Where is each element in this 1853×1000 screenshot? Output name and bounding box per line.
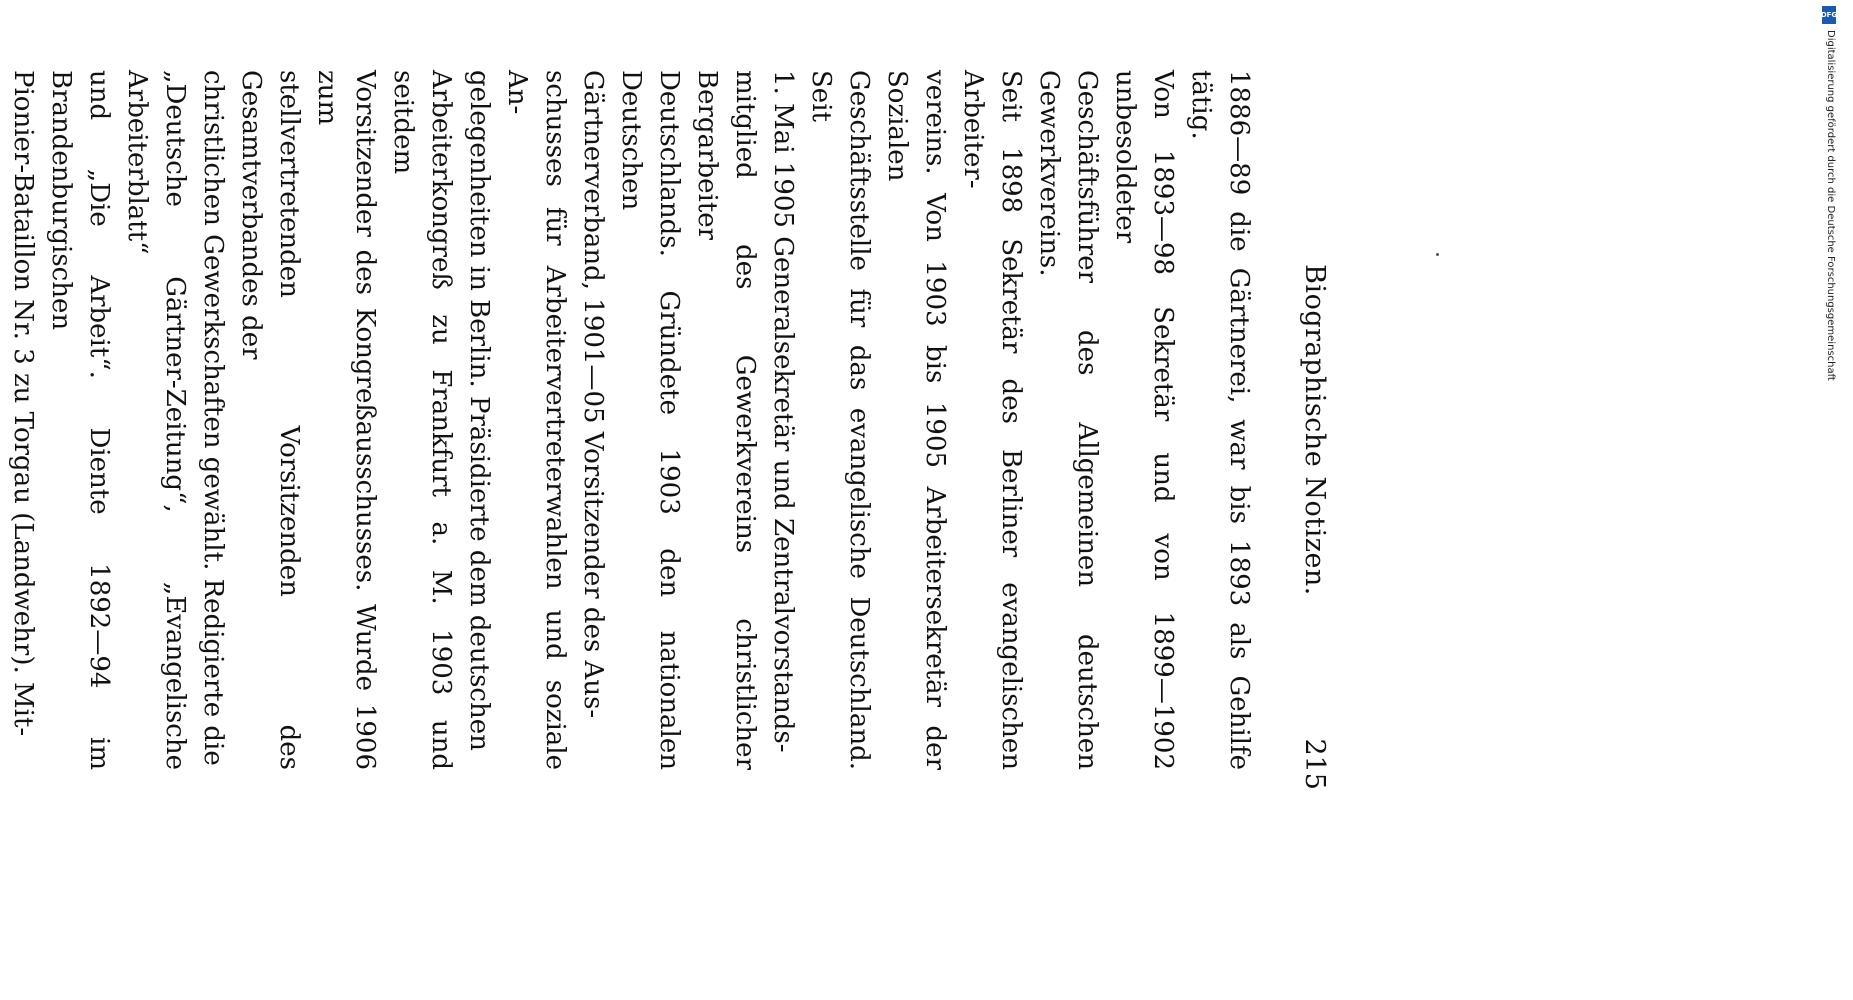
text-line: 1886—89 die Gärtnerei, war bis 1893 als Gehilfe tätig. [1186,70,1254,770]
text-line: Deutschlands. Gründete 1903 den nationalen Deutschen [616,70,684,770]
text-line: Arbeiterkongreß zu Frankfurt a. M. 1903 und seitdem [388,70,456,770]
text-line: gelegenheiten in Berlin. Präsidierte dem deutschen [464,70,494,751]
text-line: Geschäftsführer des Allgemeinen deutschen Gewerkvereins. [1034,70,1102,770]
running-title: Biographische Notizen. [1299,264,1330,596]
text-line: christlichen Gewerkschaften gewählt. Redigierte die [198,70,228,766]
text-line: 1. Mai 1905 Generalsekretär und Zentralvorstands- [768,70,798,753]
text-line: Seit 1898 Sekretär des Berliner evangelischen Arbeiter- [958,70,1026,770]
text-line: Vorsitzender des Kongreßausschusses. Wurde 1906 zum [312,70,380,770]
text-line: schusses für Arbeitervertreterwahlen und soziale An- [502,70,570,770]
text-line: und „Die Arbeit“. Diente 1892—94 im Brandenburgischen [46,70,114,770]
text-line: Von 1893—98 Sekretär und von 1899—1902 unbesoldeter [1110,70,1178,770]
page-number: 215 [1299,738,1330,790]
text-body [0,70,1258,770]
scan-speck [1436,253,1439,256]
dfg-logo-icon: DFG [1822,6,1836,24]
text-line: Geschäftsstelle für das evangelische Deutschland. Seit [806,70,874,770]
text-line: Pionier-Bataillon Nr. 3 zu Torgau (Landwehr). Mit- [8,70,38,737]
text-line: „Deutsche Gärtner-Zeitung“, „Evangelische Arbeiterblatt“ [122,70,190,770]
text-line: Gärtnerverband, 1901—05 Vorsitzender des Aus- [578,70,608,719]
rotated-page [8,70,1330,790]
text-line: vereins. Von 1903 bis 1905 Arbeitersekretär der Sozialen [882,70,950,770]
text-line [0,70,4,770]
running-head [1270,70,1330,790]
digitization-credit: Digitalisierung gefördert durch die Deutsche Forschungsgemeinschaft [1825,30,1836,381]
text-line: mitglied des Gewerkvereins christlicher Bergarbeiter [692,70,760,770]
text-line: stellvertretenden Vorsitzenden des Gesamtverbandes der [236,70,304,770]
